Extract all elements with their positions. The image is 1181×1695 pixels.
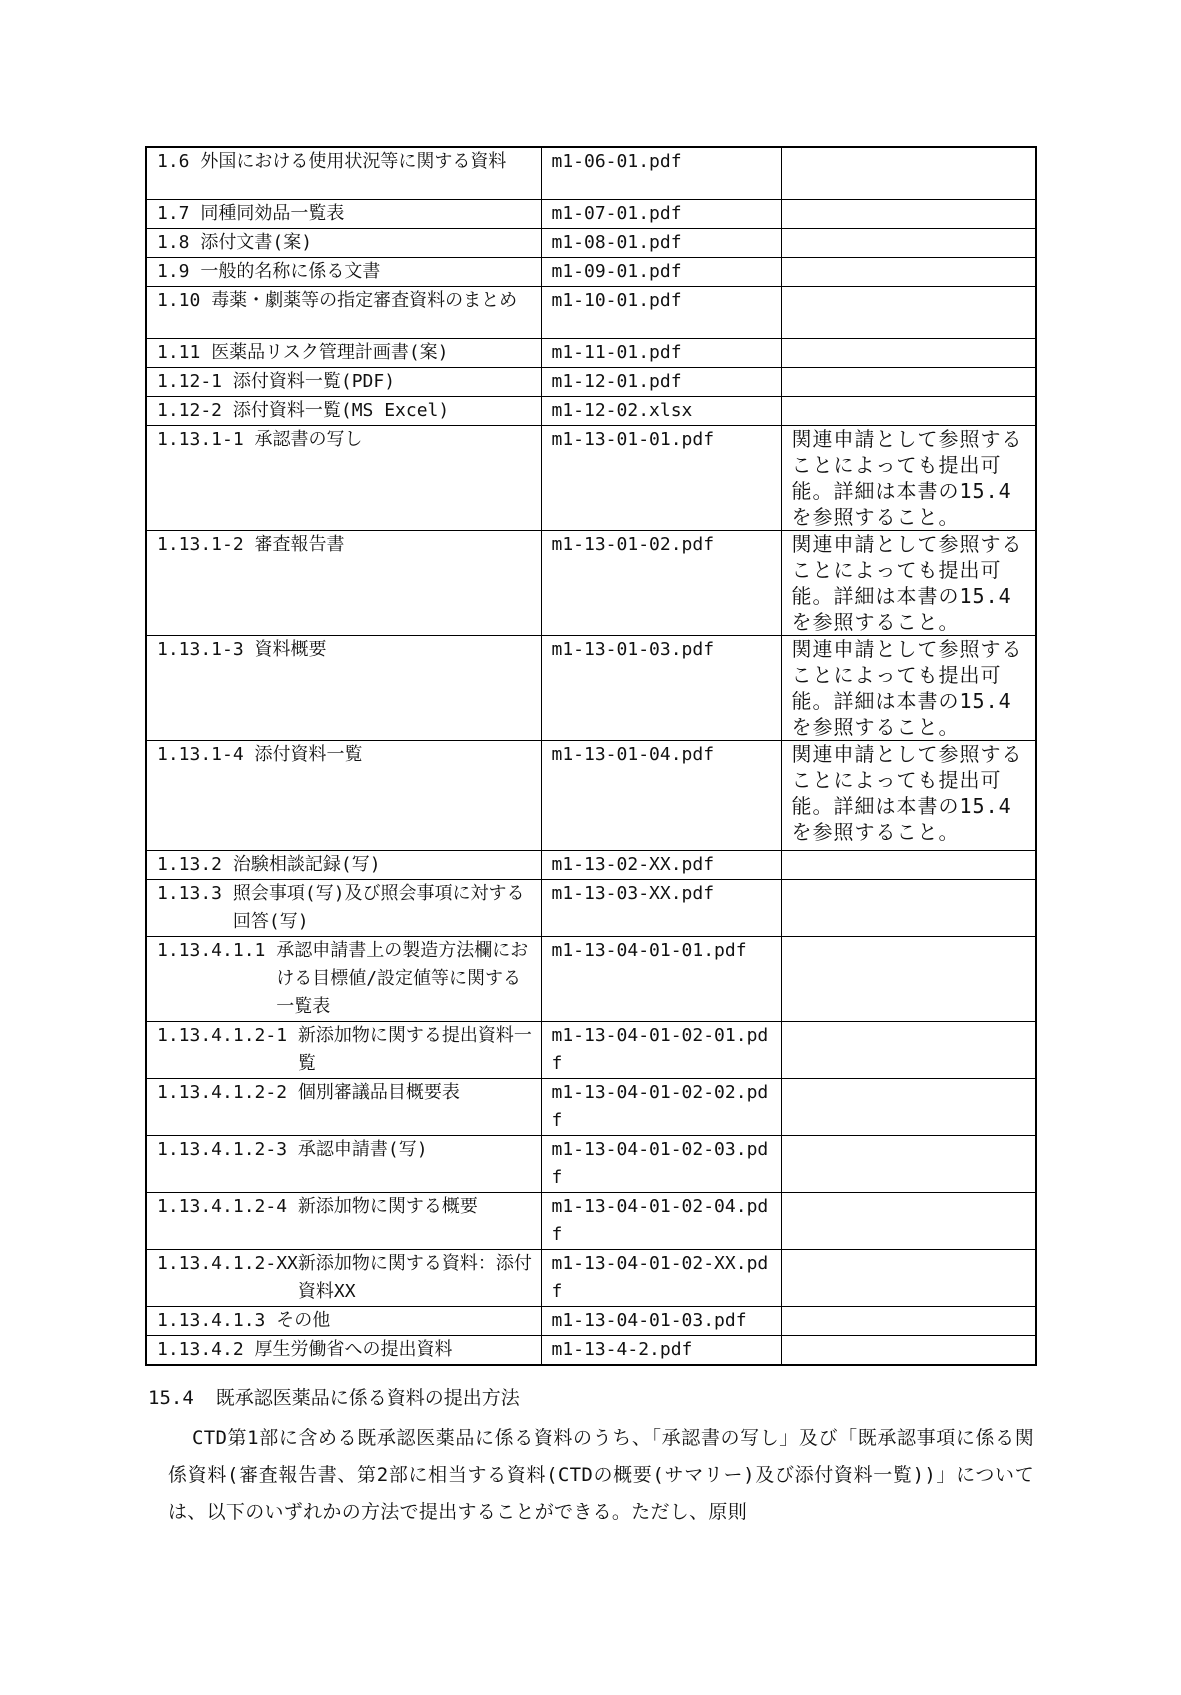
file-name-cell: m1-13-04-01-02-04.pdf [541,1192,781,1249]
file-name-cell: m1-07-01.pdf [541,199,781,228]
remarks-cell: 関連申請として参照することによっても提出可能。詳細は本書の15.4を参照すること。 [781,530,1036,635]
remarks-cell [781,936,1036,1021]
doc-name-cell [146,1249,541,1306]
section-number: 15.4 [148,1387,194,1409]
remarks-cell [781,850,1036,879]
file-name-cell: m1-13-02-XX.pdf [541,850,781,879]
document-title: 外国における使用状況等に関する資料 [200,151,507,172]
remarks-cell [781,199,1036,228]
file-name-cell: m1-10-01.pdf [541,286,781,338]
table-row [146,879,1036,936]
file-name-cell: m1-08-01.pdf [541,228,781,257]
doc-name-cell [146,936,541,1021]
doc-name-cell [146,635,541,740]
document-title: 新添加物に関する提出資料一覧 [297,1024,532,1074]
doc-name-cell [146,396,541,425]
table-row [146,936,1036,1021]
section-code: 1.13.1-3 [157,638,255,660]
section-code: 1.13.4.1.3 [157,1309,277,1331]
section-code: 1.12-1 [157,370,233,392]
remarks-cell: 関連申請として参照することによっても提出可能。詳細は本書の15.4を参照すること。 [781,635,1036,740]
document-title: 照会事項(写)及び照会事項に対する回答(写) [232,882,525,932]
doc-name-cell [146,199,541,228]
file-name-cell: m1-13-01-03.pdf [541,635,781,740]
section-code: 1.13.2 [157,853,233,875]
remarks-cell [781,228,1036,257]
section-title: 既承認医薬品に係る資料の提出方法 [215,1387,520,1409]
doc-name-cell [146,1335,541,1365]
section-code: 1.13.4.1.1 [157,939,277,961]
document-title: 毒薬・劇薬等の指定審査資料のまとめ [211,289,518,311]
file-name-cell: m1-13-04-01-02-01.pdf [541,1021,781,1078]
table-row [146,147,1036,199]
table-row [146,286,1036,338]
table-row [146,1192,1036,1249]
table-row [146,530,1036,635]
section-code: 1.8 [157,231,201,253]
table-body [146,147,1036,1365]
document-title: 添付資料一覧(MS Excel) [232,399,450,421]
document-title: 承認書の写し [254,428,363,450]
table-row [146,1306,1036,1335]
file-name-cell: m1-13-04-01-02-02.pdf [541,1078,781,1135]
remarks-cell [781,1335,1036,1365]
file-name-cell: m1-13-01-02.pdf [541,530,781,635]
document-title: 審査報告書 [254,533,345,555]
table-row [146,1021,1036,1078]
doc-name-cell [146,740,541,850]
remarks-cell: 関連申請として参照することによっても提出可能。詳細は本書の15.4を参照すること。 [781,425,1036,530]
doc-name-cell [146,367,541,396]
document-title: 添付資料一覧(PDF) [232,370,396,392]
section-code: 1.13.3 [157,882,233,904]
document-title: 治験相談記録(写) [232,853,381,875]
remarks-cell [781,367,1036,396]
section-code: 1.12-2 [157,399,233,421]
remarks-cell [781,1135,1036,1192]
document-title: 個別審議品目概要表 [297,1081,460,1103]
table-row [146,199,1036,228]
table-row [146,635,1036,740]
table-row [146,228,1036,257]
remarks-cell [781,1078,1036,1135]
file-name-cell: m1-13-03-XX.pdf [541,879,781,936]
document-title: 添付資料一覧 [254,743,363,765]
section-code: 1.10 [157,289,212,311]
file-name-cell: m1-09-01.pdf [541,257,781,286]
remarks-cell [781,257,1036,286]
remarks-cell [781,286,1036,338]
file-name-cell: m1-06-01.pdf [541,147,781,199]
section-code: 1.13.4.1.2-3 [157,1138,298,1160]
file-name-cell: m1-12-01.pdf [541,367,781,396]
section-code: 1.13.1-2 [157,533,255,555]
doc-name-cell [146,286,541,338]
doc-name-cell [146,228,541,257]
document-title: 承認申請書上の製造方法欄における目標値/設定値等に関する一覧表 [276,939,529,1017]
table-row [146,1249,1036,1306]
table-row [146,1135,1036,1192]
file-name-cell: m1-13-04-01-02-XX.pdf [541,1249,781,1306]
remarks-cell [781,1249,1036,1306]
doc-name-cell [146,338,541,367]
section-code: 1.13.4.1.2-XX [157,1252,298,1274]
remarks-cell [781,338,1036,367]
table-row [146,1078,1036,1135]
file-name-cell: m1-13-01-04.pdf [541,740,781,850]
document-title: 承認申請書(写) [297,1138,428,1160]
document-title: 同種同効品一覧表 [200,202,345,224]
doc-name-cell [146,1306,541,1335]
doc-name-cell [146,530,541,635]
section-paragraph: CTD第1部に含める既承認医薬品に係る資料のうち、「承認書の写し」及び「既承認事項に係る関係資料(審査報告書、第2部に相当する資料(CTDの概要(サマリー)及び添付資料一覧))」については、以下のいずれかの方法で提出することができる。ただし、原則 [168,1427,1034,1523]
submission-file-table [145,146,1037,1366]
section-code: 1.13.4.1.2-4 [157,1195,298,1217]
section-heading [148,1383,520,1410]
document-title: 医薬品リスク管理計画書(案) [211,341,449,363]
doc-name-cell [146,1021,541,1078]
doc-name-cell [146,147,541,199]
table-row [146,367,1036,396]
doc-name-cell [146,1135,541,1192]
document-title: 一般的名称に係る文書 [200,260,381,282]
document-title: その他 [276,1309,331,1331]
remarks-cell: 関連申請として参照することによっても提出可能。詳細は本書の15.4を参照すること。 [781,740,1036,850]
table-row [146,257,1036,286]
doc-name-cell [146,1192,541,1249]
doc-name-cell [146,850,541,879]
remarks-cell [781,879,1036,936]
remarks-cell [781,147,1036,199]
table-row [146,740,1036,850]
table-row [146,396,1036,425]
doc-name-cell [146,425,541,530]
remarks-cell [781,1306,1036,1335]
section-code: 1.7 [157,202,201,224]
doc-name-cell [146,1078,541,1135]
section-code: 1.13.4.1.2-1 [157,1024,298,1046]
file-name-cell: m1-13-01-01.pdf [541,425,781,530]
table-row [146,850,1036,879]
section-code: 1.11 [157,341,212,363]
table-row [146,425,1036,530]
section-code: 1.13.4.2 [157,1338,255,1360]
file-name-cell: m1-13-04-01-02-03.pdf [541,1135,781,1192]
table-row [146,338,1036,367]
remarks-cell [781,1021,1036,1078]
file-name-cell: m1-13-04-01-01.pdf [541,936,781,1021]
document-title: 添付文書(案) [200,231,313,253]
section-code: 1.13.1-4 [157,743,255,765]
remarks-cell [781,396,1036,425]
file-name-cell: m1-12-02.xlsx [541,396,781,425]
file-name-cell: m1-13-04-01-03.pdf [541,1306,781,1335]
section-code: 1.13.1-1 [157,428,255,450]
file-name-cell: m1-11-01.pdf [541,338,781,367]
document-title: 新添加物に関する概要 [297,1195,478,1217]
section-code: 1.6 [157,151,201,172]
section-code: 1.13.4.1.2-2 [157,1081,298,1103]
document-title: 新添加物に関する資料：添付資料XX [297,1252,532,1302]
table-row [146,1335,1036,1365]
document-title: 厚生労働省への提出資料 [254,1338,453,1360]
doc-name-cell [146,257,541,286]
file-name-cell: m1-13-4-2.pdf [541,1335,781,1365]
doc-name-cell [146,879,541,936]
section-code: 1.9 [157,260,201,282]
document-title: 資料概要 [254,638,327,660]
remarks-cell [781,1192,1036,1249]
